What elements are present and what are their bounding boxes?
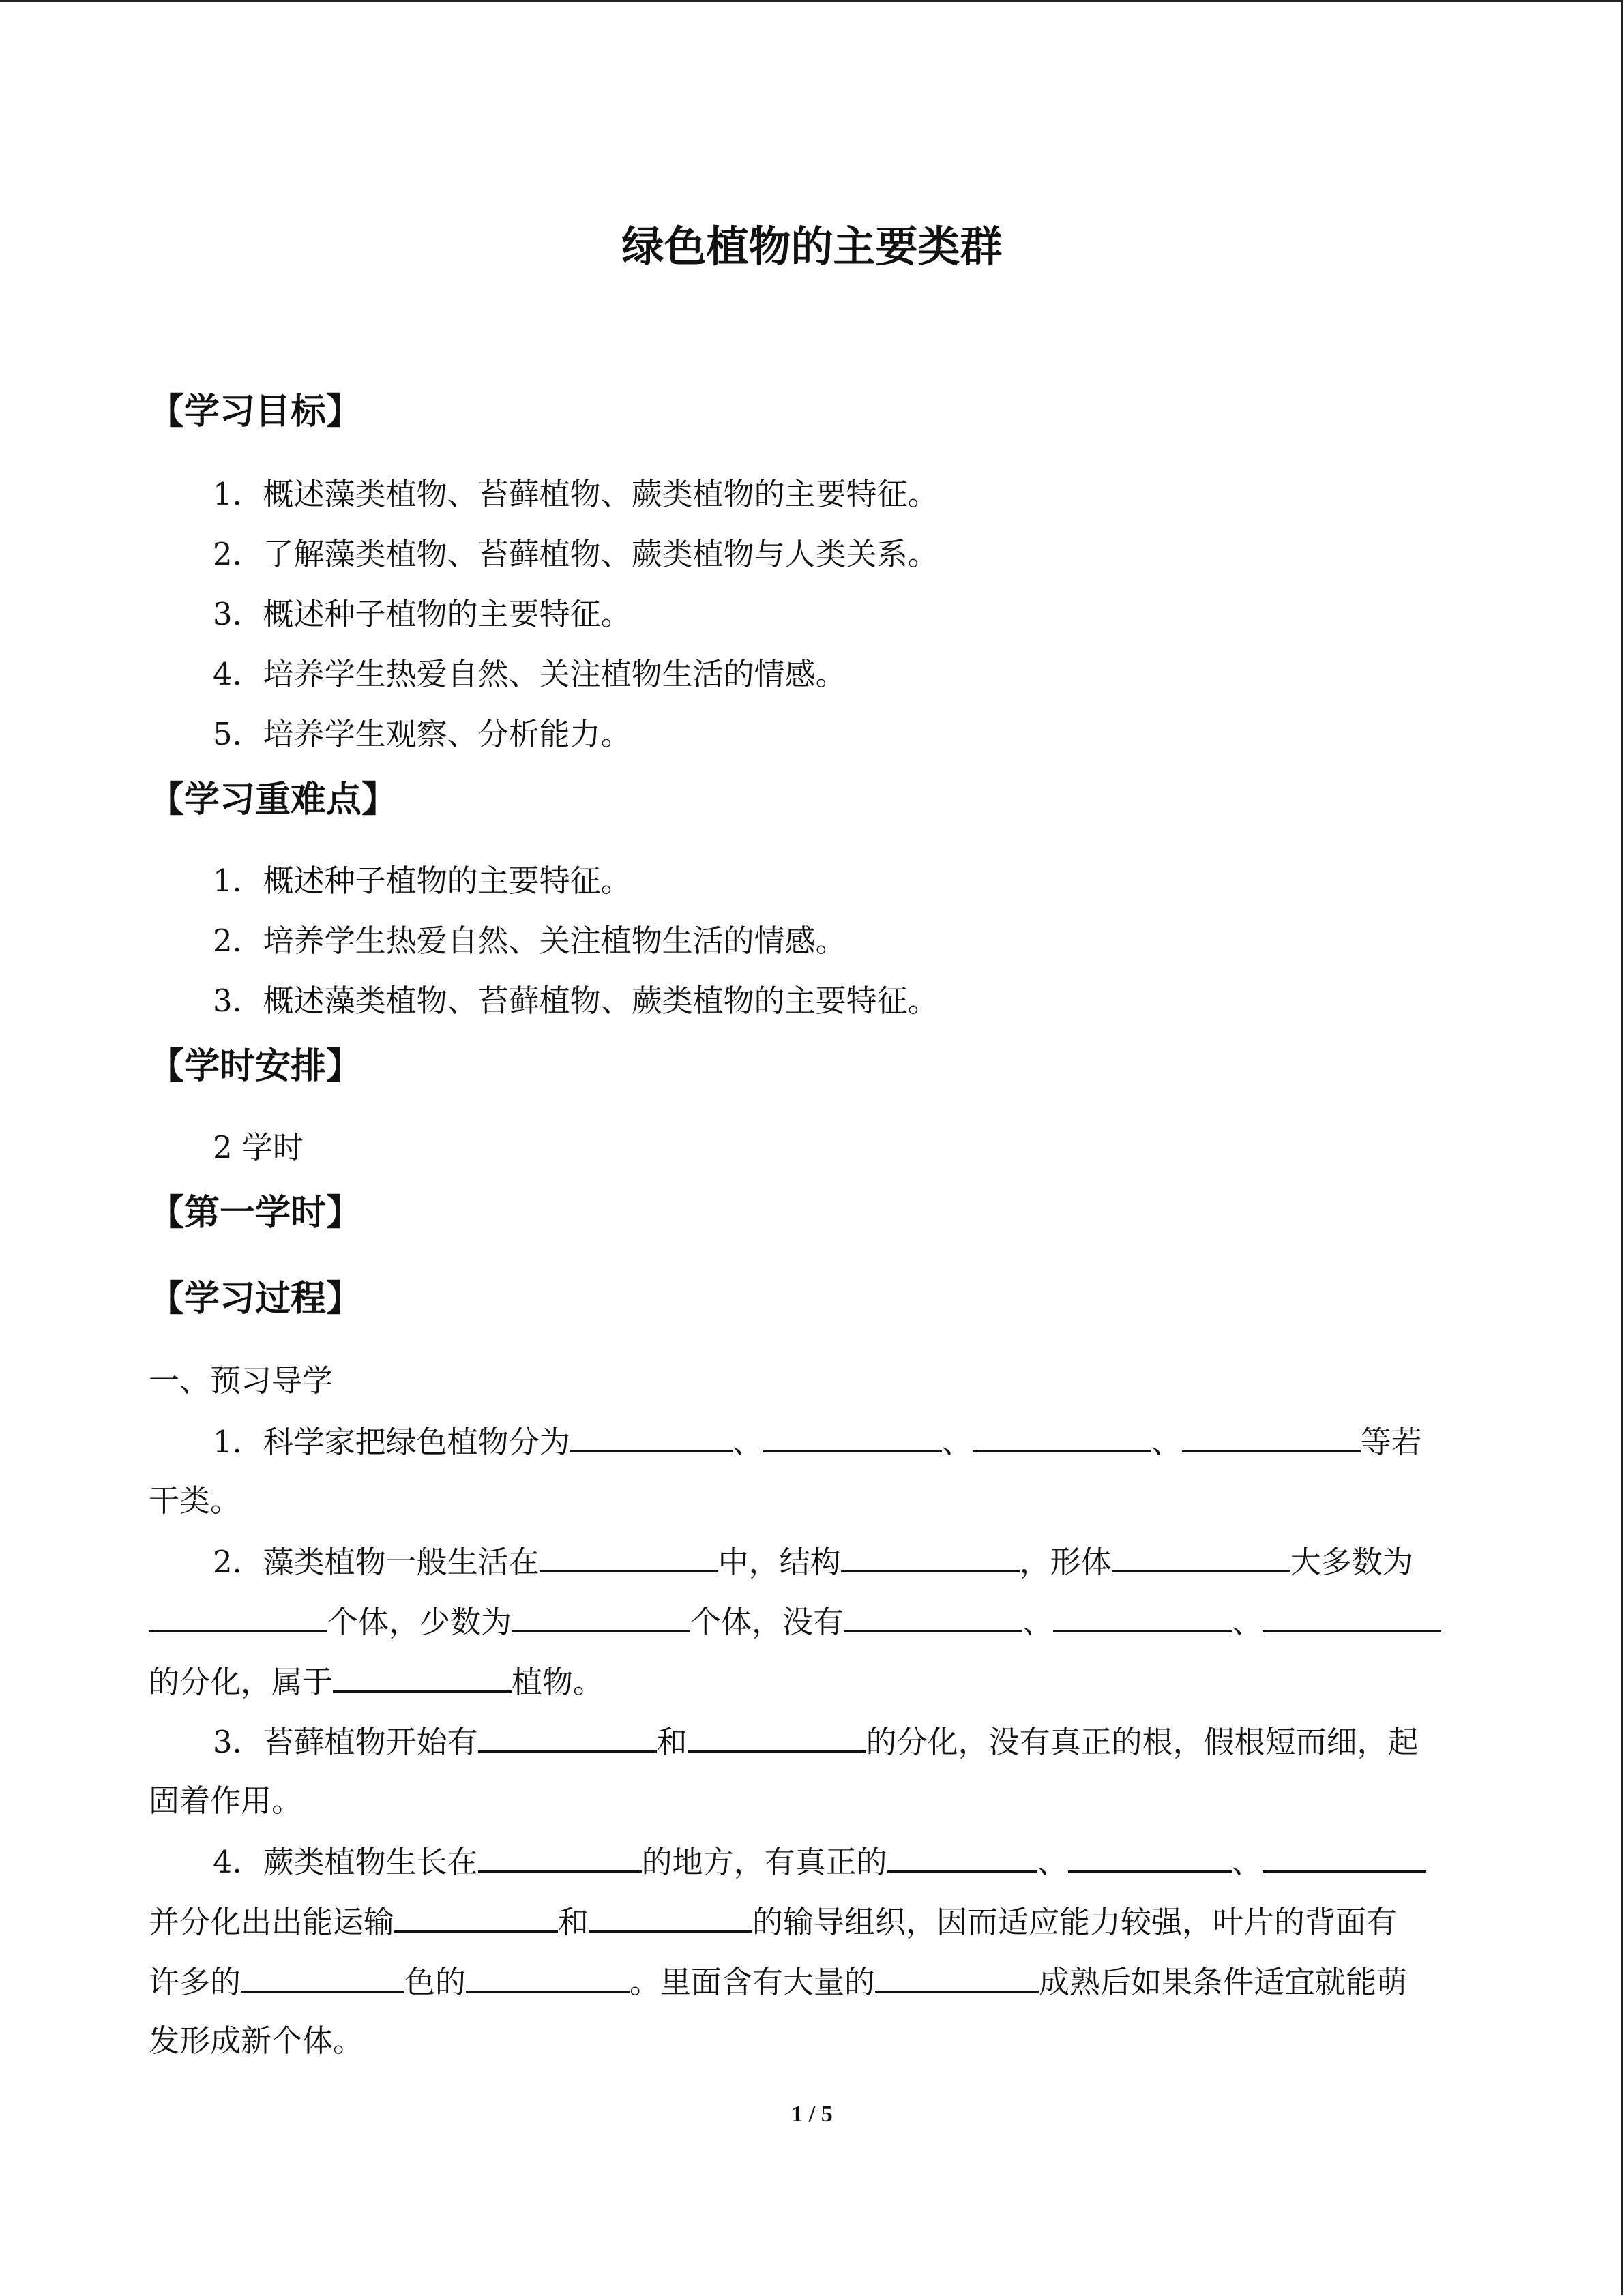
schedule-text: 2 学时 [213, 1129, 304, 1165]
question-4-line-4: 发形成新个体。 [149, 2023, 364, 2059]
document-title: 绿色植物的主要类群 [621, 222, 1003, 271]
answer-blank[interactable] [478, 1720, 657, 1753]
answer-blank[interactable] [333, 1660, 512, 1693]
answer-blank[interactable] [887, 1840, 1037, 1873]
answer-blank[interactable] [1263, 1600, 1441, 1632]
answer-blank[interactable] [570, 1420, 733, 1452]
answer-blank[interactable] [241, 1960, 404, 1993]
answer-blank[interactable] [875, 1960, 1039, 1993]
heading-first-period: 【第一学时】 [149, 1193, 362, 1234]
heading-objectives: 【学习目标】 [149, 391, 362, 432]
heading-process: 【学习过程】 [149, 1279, 362, 1320]
answer-blank[interactable] [1182, 1420, 1361, 1452]
answer-blank[interactable] [589, 1900, 752, 1933]
answer-blank[interactable] [688, 1720, 866, 1753]
question-3-line-1: 3．苔藓植物开始有 和 的分化，没有真正的根，假根短而细，起 [213, 1720, 1419, 1763]
objective-item: 1．概述藻类植物、苔藓植物、蕨类植物的主要特征。 [213, 476, 939, 512]
question-4-line-3: 许多的 色的 。里面含有大量的 成熟后如果条件适宜就能萌 [149, 1960, 1407, 2003]
objective-item: 5．培养学生观察、分析能力。 [213, 716, 632, 752]
question-3-line-2: 固着作用。 [149, 1783, 303, 1819]
objective-item: 4．培养学生热爱自然、关注植物生活的情感。 [213, 656, 846, 692]
answer-blank[interactable] [1068, 1840, 1232, 1873]
question-4-line-1: 4．蕨类植物生长在 的地方，有真正的 、 、 [213, 1840, 1426, 1883]
answer-blank[interactable] [973, 1420, 1151, 1452]
answer-blank[interactable] [512, 1600, 690, 1632]
answer-blank[interactable] [394, 1900, 558, 1933]
question-2-line-1: 2．藻类植物一般生活在 中，结构 ，形体 大多数为 [213, 1540, 1413, 1583]
objective-item: 3．概述种子植物的主要特征。 [213, 596, 632, 632]
answer-blank[interactable] [478, 1840, 642, 1873]
answer-blank[interactable] [763, 1420, 942, 1452]
question-1-line-1: 1．科学家把绿色植物分为 、 、 、 等若 [213, 1420, 1422, 1463]
answer-blank[interactable] [466, 1960, 630, 1993]
answer-blank[interactable] [1263, 1840, 1426, 1873]
key-point-item: 2．培养学生热爱自然、关注植物生活的情感。 [213, 923, 846, 959]
answer-blank[interactable] [149, 1600, 327, 1632]
objective-item: 2．了解藻类植物、苔藓植物、蕨类植物与人类关系。 [213, 536, 939, 572]
subheading-preview: 一、预习导学 [149, 1362, 334, 1399]
answer-blank[interactable] [844, 1600, 1022, 1632]
answer-blank[interactable] [540, 1540, 718, 1572]
answer-blank[interactable] [1053, 1600, 1232, 1632]
page-number: 1 / 5 [791, 2102, 833, 2127]
heading-key-points: 【学习重难点】 [149, 779, 398, 820]
answer-blank[interactable] [841, 1540, 1020, 1572]
answer-blank[interactable] [1112, 1540, 1290, 1572]
key-point-item: 1．概述种子植物的主要特征。 [213, 863, 632, 899]
question-1-line-2: 干类。 [149, 1482, 241, 1519]
key-point-item: 3．概述藻类植物、苔藓植物、蕨类植物的主要特征。 [213, 983, 939, 1019]
question-2-line-3: 的分化，属于 植物。 [149, 1660, 604, 1703]
question-4-line-2: 并分化出出能运输 和 的输导组织，因而适应能力较强，叶片的背面有 [149, 1900, 1397, 1943]
question-2-line-2: 个体，少数为 个体，没有 、 、 [149, 1600, 1441, 1643]
heading-schedule: 【学时安排】 [149, 1046, 362, 1087]
